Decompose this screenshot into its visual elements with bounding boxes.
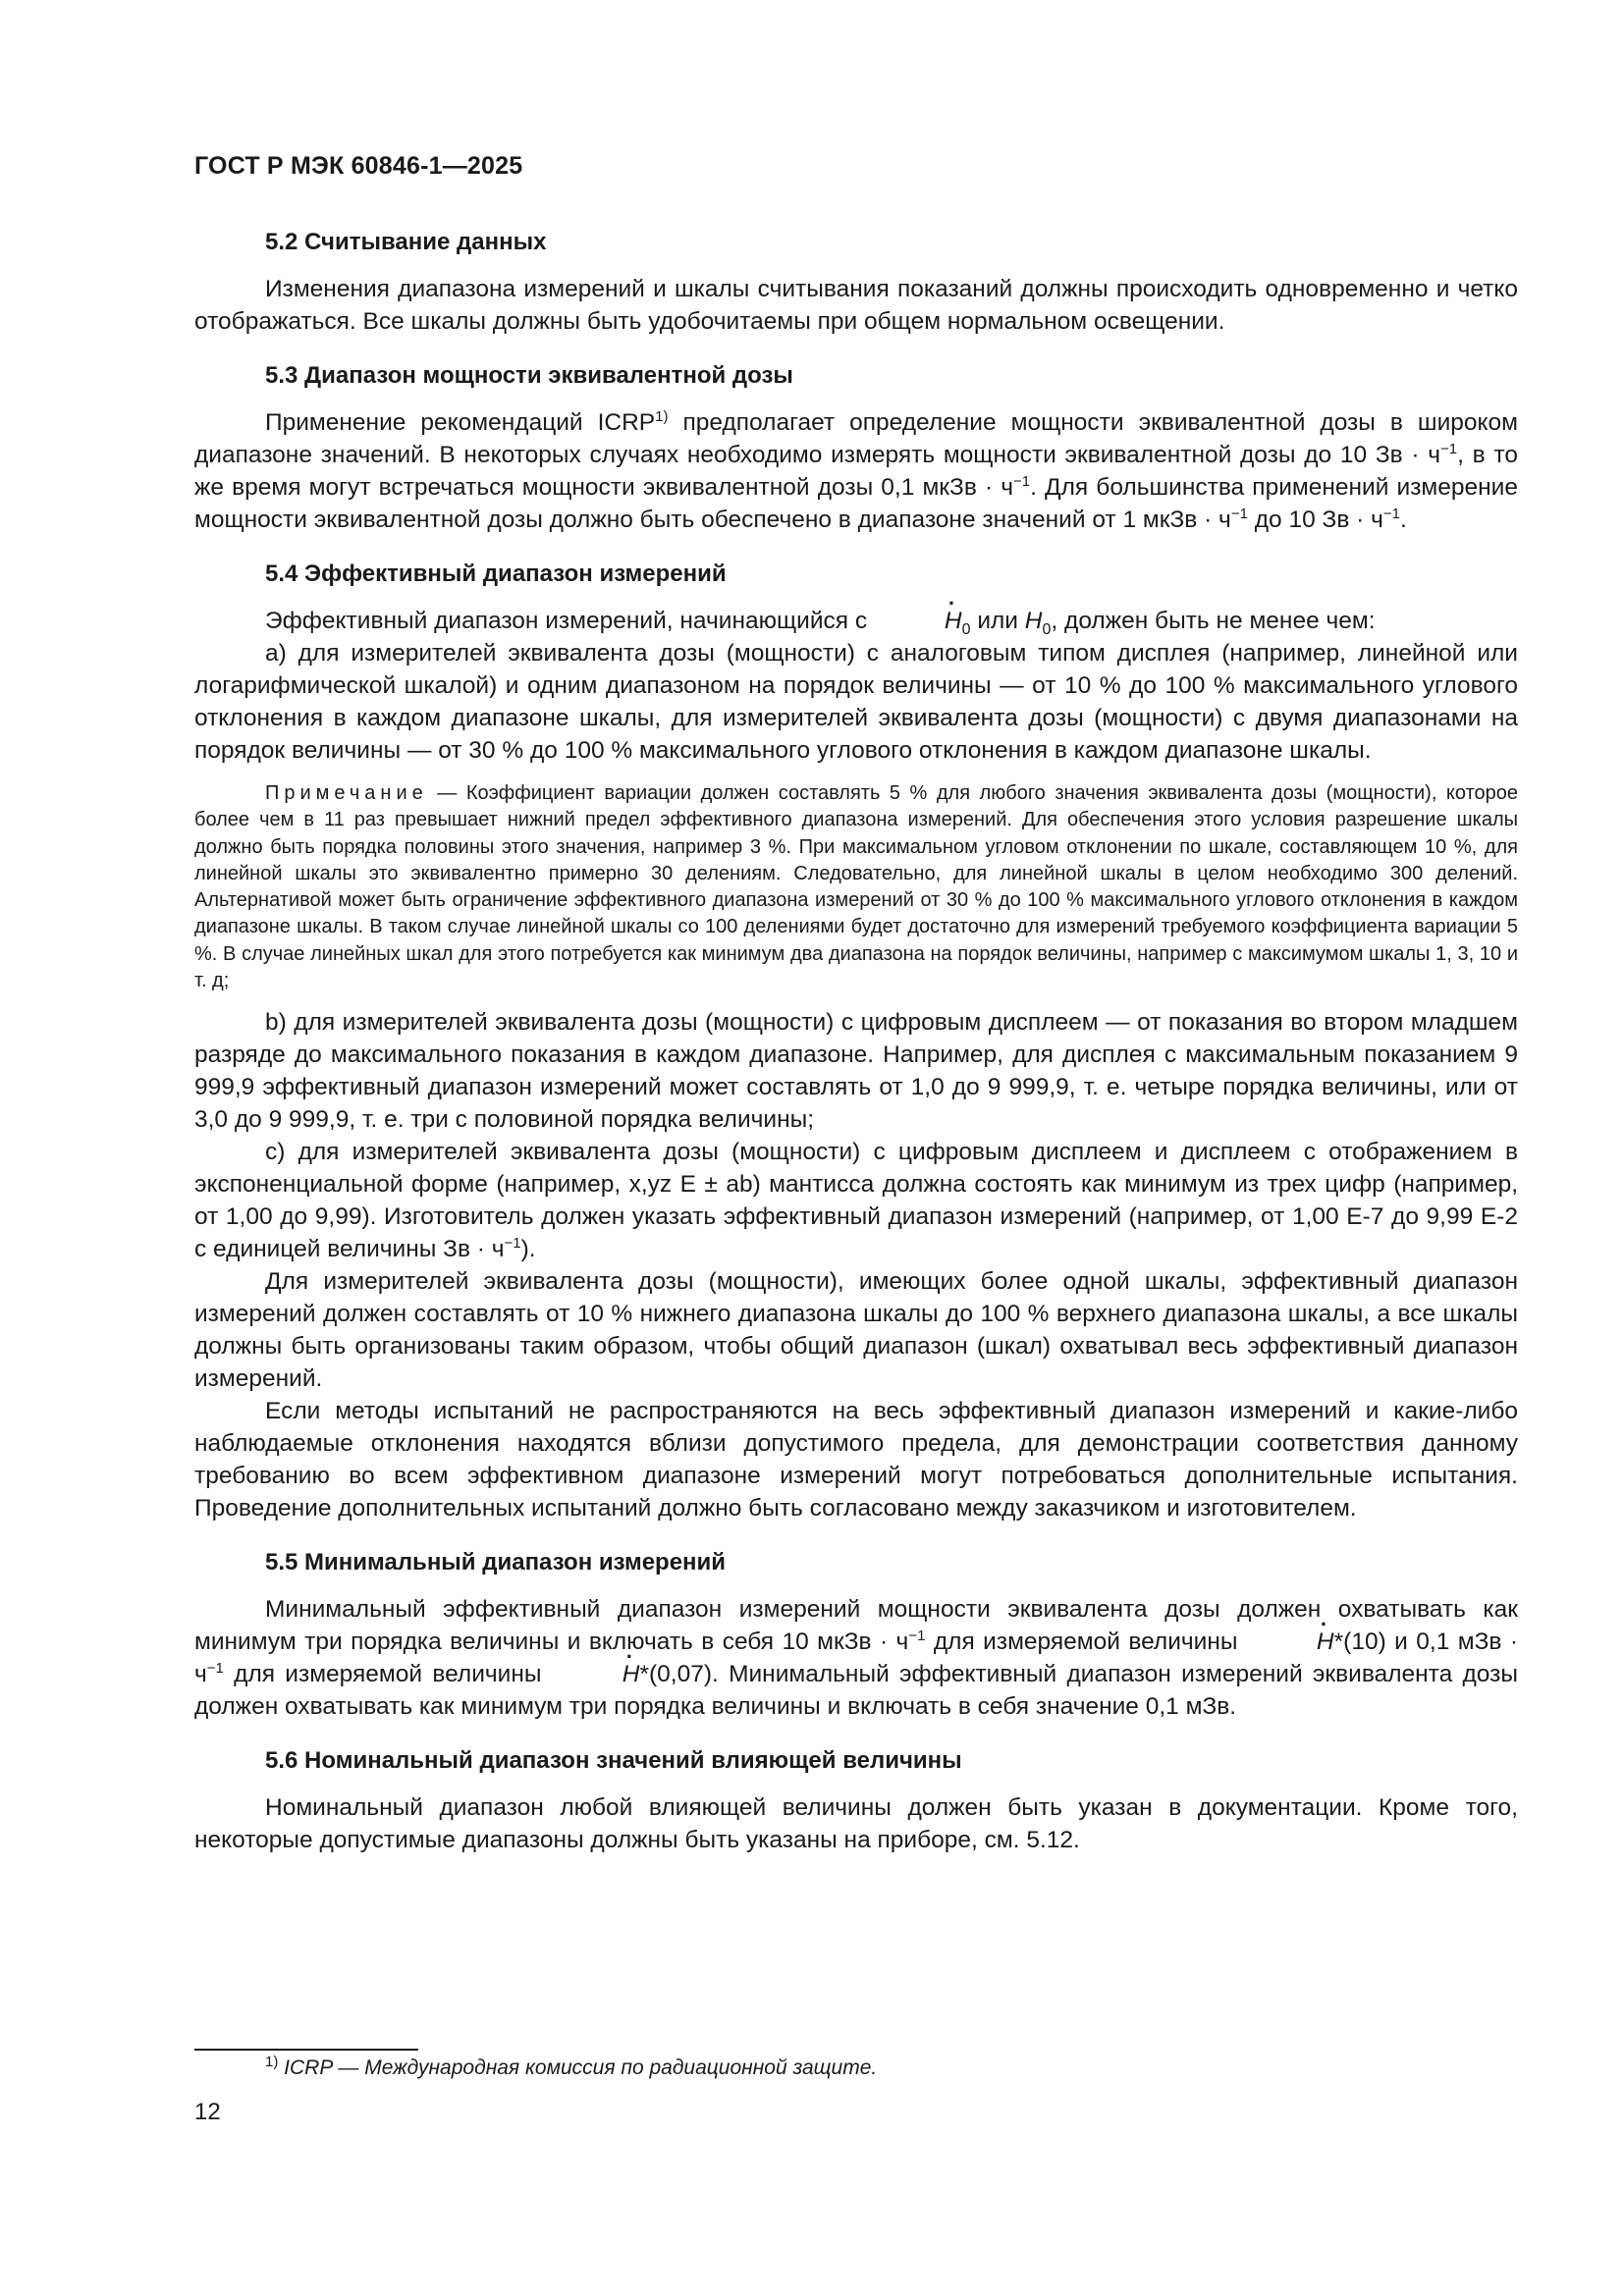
paragraph: Изменения диапазона измерений и шкалы считывания показаний должны происходить одновременно и четко отображаться. Все шкалы должны быть удобочитаемы при общем нормальном освещении.	[194, 276, 1518, 335]
section-title: 5.2 Считывание данных	[265, 229, 547, 255]
note-label: Примечание	[265, 782, 428, 804]
section-title: 5.3 Диапазон мощности эквивалентной дозы	[265, 362, 793, 389]
section-5-4	[194, 558, 1518, 1524]
page-number: 12	[194, 2099, 221, 2125]
standard-header: ГОСТ Р МЭК 60846-1—2025	[194, 152, 523, 180]
section-5-2	[194, 226, 1518, 338]
section-5-5	[194, 1546, 1518, 1723]
list-item-a: а) для измерителей эквивалента дозы (мощности) с аналоговым типом дисплея (например, линейной или логарифмической шкалой) и одним диапазоном на порядок величины — от 10 % до 100 % максимального углового отклонения в каждом диапазоне шкалы, для измерителей эквивалента дозы (мощности) с двумя диапазонами на порядок величины — от 30 % до 100 % максимального углового отклонения в каждом диапазоне шкалы.	[194, 640, 1518, 764]
document-body	[194, 226, 1518, 1878]
paragraph: Номинальный диапазон любой влияющей величины должен быть указан в документации. Кроме того, некоторые допустимые диапазоны должны быть указаны на приборе, см. 5.12.	[194, 1794, 1518, 1854]
footnote-mark: 1)	[265, 2054, 279, 2070]
paragraph: Эффективный диапазон измерений, начинающийся $с \cdot H_0$ или $H_0$, должен быть не менее чем:	[194, 605, 1518, 637]
footnote: $^{1)}$ ICRP — Международная комиссия по радиационной защите.	[265, 2054, 878, 2079]
section-title: 5.6 Номинальный диапазон значений влияющей величины	[265, 1747, 962, 1775]
footnote-ref: 1)	[655, 407, 669, 425]
section-5-6	[194, 1744, 1518, 1856]
list-item-c: с) для измерителей эквивалента дозы (мощности) с цифровым дисплеем и дисплеем с отображением в экспоненциальной форме (например, x,yz E ± ab) мантисса должна состоять как минимум из трех цифр (например, от 1,00 до 9,99). Изготовитель должен указать эффективный диапазон измерений (например, от 1,00 E-7 до 9,99 E-2 с единицей величины Зв · $ч^{-1}$).	[194, 1139, 1518, 1263]
note: Примечание — Коэффициент вариации должен составлять 5 % для любого значения эквивалента дозы (мощности), которое более чем в 11 раз превышает нижний предел эффективного диапазона измерений. Для обеспечения этого условия разрешение шкалы должно быть порядка половины этого значения, например 3 %. При максимальном угловом отклонении по шкале, составляющем 10 %, для линейной шкалы это эквивалентно примерно 30 делениям. Следовательно, для линейной шкалы в целом необходимо 300 делений. Альтернативой может быть ограничение эффективного диапазона измерений от 30 % до 100 % максимального углового отклонения в каждом диапазоне шкалы. В таком случае линейной шкалы со 100 делениями будет достаточно для измерений требуемого коэффициента вариации 5 %. В случае линейных шкал для этого потребуется как минимум два диапазона на порядок величины, например с максимумом шкалы 1, 3, 10 и т. д;	[194, 782, 1518, 992]
paragraph: Минимальный эффективный диапазон измерений мощности эквивалента дозы должен охватывать как минимум три порядка величины и включать в себя 10 мкЗв · $ч^{-1}$ для измеряемой величины · H*(10) и 0,1 мЗв · $ч^{-1}$ для измеряемой величины · H*(0,07). Минимальный эффективный диапазон измерений эквивалента дозы должен охватывать как минимум три порядка величины и включать в себя значение 0,1 мЗв.	[194, 1593, 1518, 1723]
paragraph: Если методы испытаний не распространяются на весь эффективный диапазон измерений и какие-либо наблюдаемые отклонения находятся вблизи допустимого предела, для демонстрации соответствия данному требованию во всем эффективном диапазоне измерений могут потребоваться дополнительные испытания. Проведение дополнительных испытаний должно быть согласовано между заказчиком и изготовителем.	[194, 1398, 1518, 1522]
paragraph: Применение рекомендаций ICRP$^{1)}$ предполагает определение мощности эквивалентной дозы в широком диапазоне значений. В некоторых случаях необходимо измерять мощности эквивалентной дозы до 10 Зв · $ч^{-1}$, в то же время могут встречаться мощности эквивалентной дозы 0,1 мкЗв · $ч^{-1}$. Для большинства применений измерение мощности эквивалентной дозы должно быть обеспечено в диапазоне значений от 1 мкЗв · $ч^{-1}$ до 10 Зв · $ч^{-1}$.	[194, 407, 1518, 533]
footnote-divider	[194, 2049, 418, 2051]
section-5-3	[194, 359, 1518, 536]
section-title: 5.4 Эффективный диапазон измерений	[265, 561, 727, 587]
paragraph: Для измерителей эквивалента дозы (мощности), имеющих более одной шкалы, эффективный диапазон измерений должен составлять от 10 % нижнего диапазона шкалы до 100 % верхнего диапазона шкалы, а все шкалы должны быть организованы таким образом, чтобы общий диапазон (шкал) охватывал весь эффективный диапазон измерений.	[194, 1268, 1518, 1393]
list-item-b: b) для измерителей эквивалента дозы (мощности) с цифровым дисплеем — от показания во втором младшем разряде до максимального показания в каждом диапазоне. Например, для дисплея с максимальным показанием 9 999,9 эффективный диапазон измерений может составлять от 1,0 до 9 999,9, т. е. четыре порядка величины, или от 3,0 до 9 999,9, т. е. три с половиной порядка величины;	[194, 1009, 1518, 1134]
section-title: 5.5 Минимальный диапазон измерений	[265, 1549, 727, 1576]
